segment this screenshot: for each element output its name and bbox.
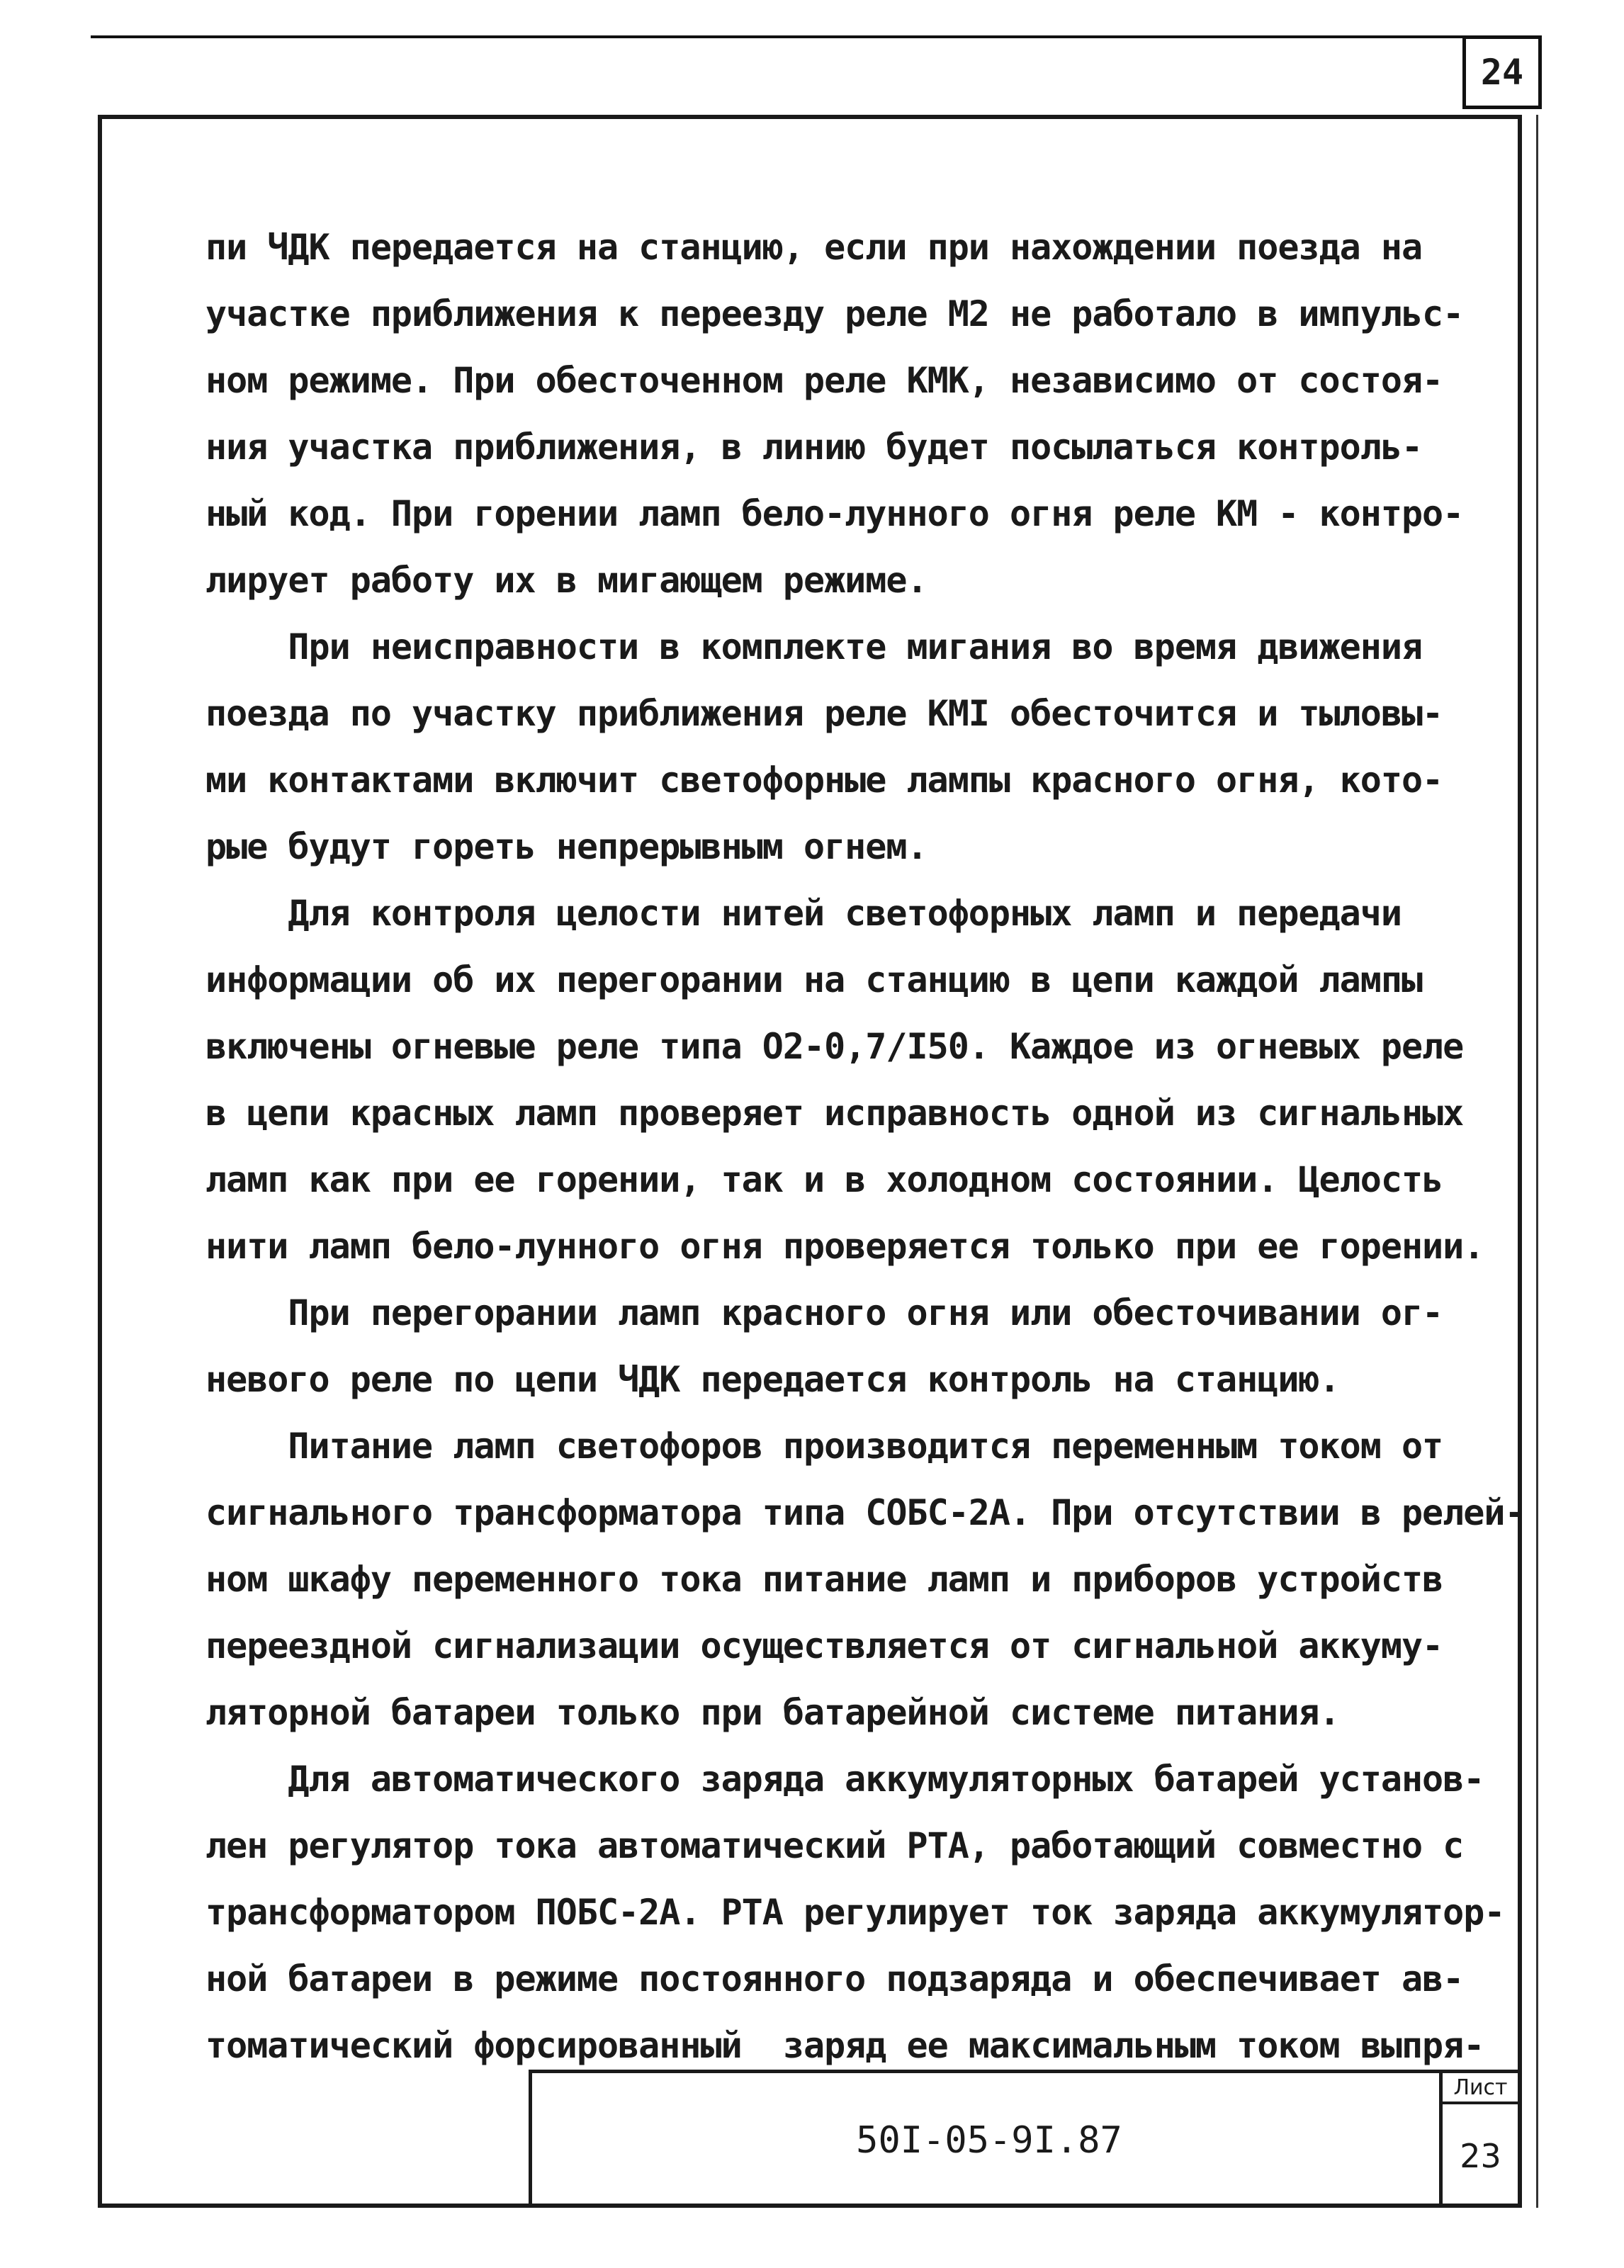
- text-line: ляторной батареи только при батарейной системе питания.: [205, 1692, 1340, 1733]
- title-block: [529, 2070, 1522, 2208]
- text-line: поезда по участку приближения реле КМI обесточится и тыловы-: [205, 693, 1443, 734]
- text-line: Питание ламп светофоров производится переменным током от: [205, 1426, 1443, 1467]
- text-line: При неисправности в комплекте мигания во время движения: [205, 626, 1423, 667]
- sheet-label: Лист: [1443, 2073, 1518, 2104]
- text-line: сигнального трансформатора типа СОБС-2А. При отсутствии в релей-: [205, 1492, 1526, 1533]
- text-line: Для контроля целости нитей светофорных ламп и передачи: [205, 893, 1402, 934]
- sheet-number: 23: [1460, 2137, 1501, 2175]
- top-rule: [91, 35, 1465, 38]
- text-line: пи ЧДК передается на станцию, если при нахождении поезда на: [205, 227, 1423, 268]
- text-line: нити ламп бело-лунного огня проверяется только при ее горении.: [205, 1226, 1484, 1267]
- body-text: [205, 214, 1526, 2079]
- text-line: переездной сигнализации осуществляется от сигнальной аккуму-: [205, 1625, 1443, 1666]
- document-code: 50I-05-9I.87: [856, 2119, 1122, 2162]
- text-line: ния участка приближения, в линию будет посылаться контроль-: [205, 427, 1423, 468]
- text-line: ми контактами включит светофорные лампы красного огня, кото-: [205, 760, 1443, 801]
- text-line: томатический форсированный заряд ее максимальным током выпря-: [205, 2025, 1484, 2066]
- text-line: ламп как при ее горении, так и в холодном состоянии. Целость: [205, 1159, 1443, 1200]
- text-line: рые будут гореть непрерывным огнем.: [205, 826, 927, 867]
- text-line: ном шкафу переменного тока питание ламп и приборов устройств: [205, 1559, 1443, 1600]
- text-line: участке приближения к переезду реле М2 не работало в импульс-: [205, 293, 1464, 334]
- text-line: лирует работу их в мигающем режиме.: [205, 560, 927, 601]
- frame-margin-line: [1536, 115, 1538, 2208]
- text-line: невого реле по цепи ЧДК передается контроль на станцию.: [205, 1359, 1340, 1400]
- text-line: ном режиме. При обесточенном реле КМК, независимо от состоя-: [205, 360, 1443, 401]
- page-number: 24: [1462, 35, 1542, 109]
- sheet-cell: [1439, 2073, 1518, 2208]
- text-line: включены огневые реле типа О2-0,7/I50. Каждое из огневых реле: [205, 1026, 1464, 1067]
- text-line: ный код. При горении ламп бело-лунного огня реле КМ - контро-: [205, 493, 1464, 534]
- text-line: в цепи красных ламп проверяет исправность одной из сигнальных: [205, 1093, 1464, 1134]
- text-line: ной батареи в режиме постоянного подзаряда и обеспечивает ав-: [205, 1958, 1464, 1999]
- text-line: трансформатором ПОБС-2А. РТА регулирует ток заряда аккумулятор-: [205, 1892, 1505, 1933]
- text-line: При перегорании ламп красного огня или обесточивании ог-: [205, 1292, 1443, 1333]
- text-line: лен регулятор тока автоматический РТА, работающий совместно с: [205, 1825, 1464, 1866]
- text-line: Для автоматического заряда аккумуляторных батарей установ-: [205, 1759, 1484, 1800]
- text-line: информации об их перегорании на станцию в цепи каждой лампы: [205, 959, 1423, 1000]
